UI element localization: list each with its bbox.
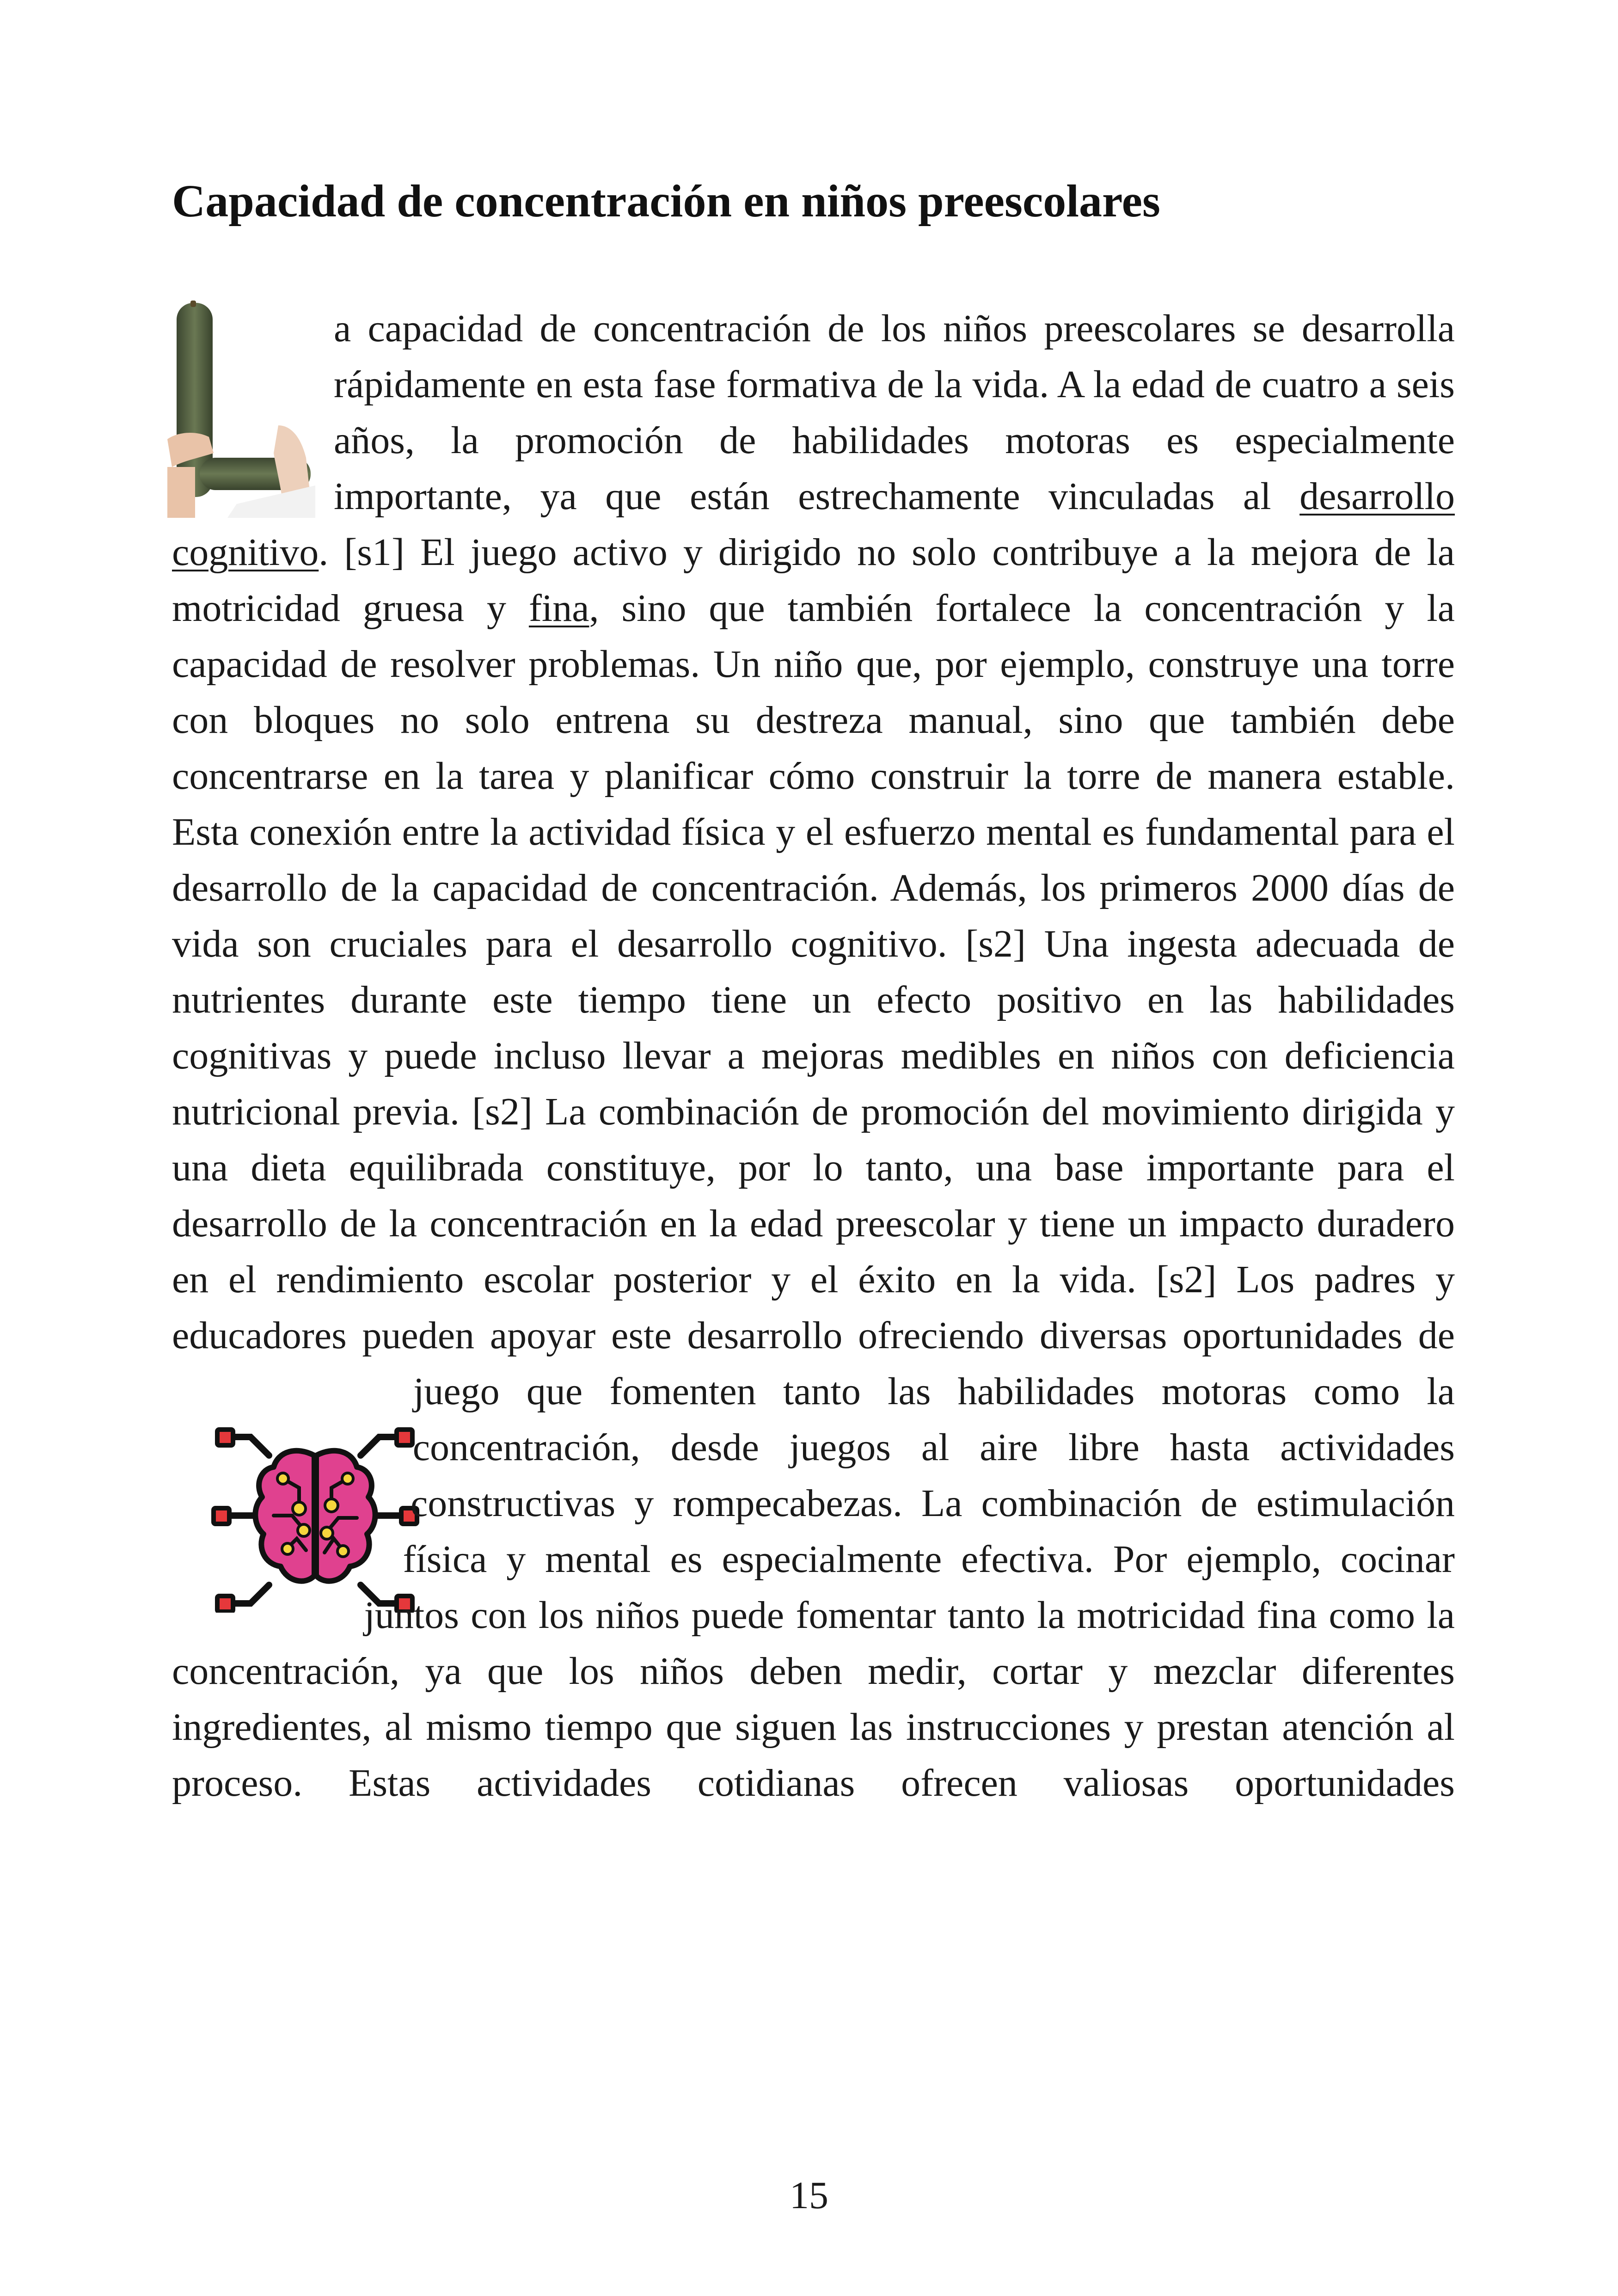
paragraph-part2: . [s1] El juego activo y dirigido no solo contribuye a la mejora de la motricidad gruesa y bbox=[172, 531, 1455, 630]
body-text bbox=[172, 301, 1455, 1811]
paragraph-intro: a capacidad de concentración de los niños preescolares se desarrolla rápidamente en esta fase formativa de la vida. A la edad de cuatro a seis años, la promoción de habilidades motoras es especialmente importante, ya que están estrechamente vinculadas al bbox=[334, 307, 1455, 518]
page-title: Capacidad de concentración en niños preescolares bbox=[172, 175, 1160, 227]
dropcap-image-letter-l bbox=[167, 301, 315, 518]
link-desarrollo-cognitivo[interactable]: desarrollo cognitivo bbox=[172, 475, 1455, 574]
paragraph-part3: , sino que también fortalece la concentración y la capacidad de resolver problemas. Un niño que, por ejemplo, construye una torre con bloques no solo entrena su destreza manual, sino que también debe concentrarse en la tarea y planificar cómo construir la torre de manera estable. Esta conexión entre la actividad física y el esfuerzo mental es fundamental para el desarrollo de la capacidad de concentración. Además, los primeros 2000 días de vida son cruciales para el desarrollo cognitivo. [s2] Una ingesta adecuada de nutrientes durante este tiempo tiene un efecto positivo en las habilidades cognitivas y puede incluso llevar a mejoras medibles en niños con deficiencia nutricional previa. [s2] La combinación de promoción del movimiento dirigida y una dieta equilibrada constituye, por lo tanto, una base importante para el desarrollo de la concentración en la edad preescolar y tiene un impacto duradero en el rendimiento escolar posterior y el éxito en la vida. [s2] Los padres y educadores pueden apoyar este desarrollo ofreciendo bbox=[172, 587, 1455, 1357]
link-fina[interactable]: fina bbox=[528, 587, 589, 630]
paragraph-part4: diversas oportunidades de juego que fomenten tanto las habilidades motoras como la concentración, desde juegos al aire libre hasta actividades constructivas y rompecabezas. La combinación de estimulación física y mental es especialmente efectiva. Por ejemplo, cocinar juntos con los niños puede fomentar tanto la motricidad fina como la concentración, ya que los niños deben medir, cortar y mezclar diferentes ingredientes, al mismo tiempo que siguen las instrucciones y prestan atención al proceso. Estas actividades cotidianas ofrecen valiosas oportunidades bbox=[172, 1314, 1455, 1805]
page-number: 15 bbox=[790, 2174, 828, 2217]
